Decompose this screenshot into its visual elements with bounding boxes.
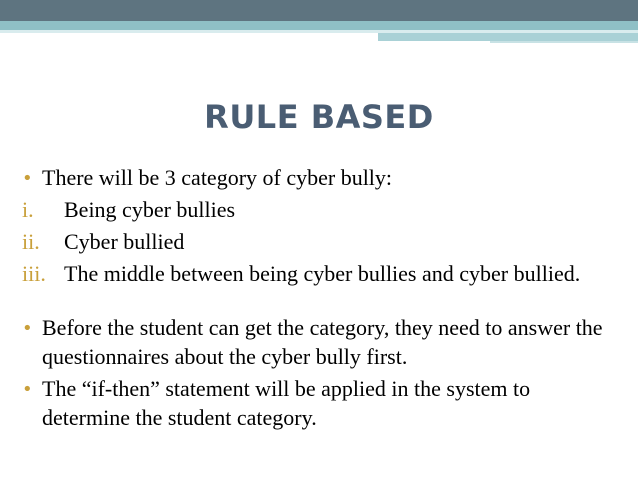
roman-numeral: ii. bbox=[22, 229, 40, 254]
bullet-icon: • bbox=[22, 318, 33, 339]
slide-title: RULE BASED bbox=[204, 98, 434, 136]
header-decoration bbox=[0, 0, 638, 48]
slide-body bbox=[22, 160, 622, 432]
bullet-icon: • bbox=[22, 168, 33, 189]
bullet-item bbox=[22, 163, 622, 192]
numbered-item bbox=[22, 195, 622, 224]
bullet-text: The “if-then” statement will be applied in the system to determine the student category. bbox=[42, 376, 531, 430]
roman-numeral: i. bbox=[22, 197, 34, 222]
bullet-text: Before the student can get the category, they need to answer the questionnaires about the cyber bully first. bbox=[42, 315, 603, 369]
numbered-item bbox=[22, 259, 622, 288]
spacer bbox=[22, 288, 622, 310]
bullet-text: There will be 3 category of cyber bully: bbox=[42, 165, 393, 190]
numbered-item bbox=[22, 227, 622, 256]
roman-numeral: iii. bbox=[22, 261, 46, 286]
bullet-item bbox=[22, 374, 622, 432]
numbered-item-text: Cyber bullied bbox=[64, 229, 185, 254]
numbered-item-text: Being cyber bullies bbox=[64, 197, 236, 222]
bullet-icon: • bbox=[22, 379, 33, 400]
bullet-item bbox=[22, 313, 622, 371]
numbered-item-text: The middle between being cyber bullies and cyber bullied. bbox=[64, 261, 581, 286]
